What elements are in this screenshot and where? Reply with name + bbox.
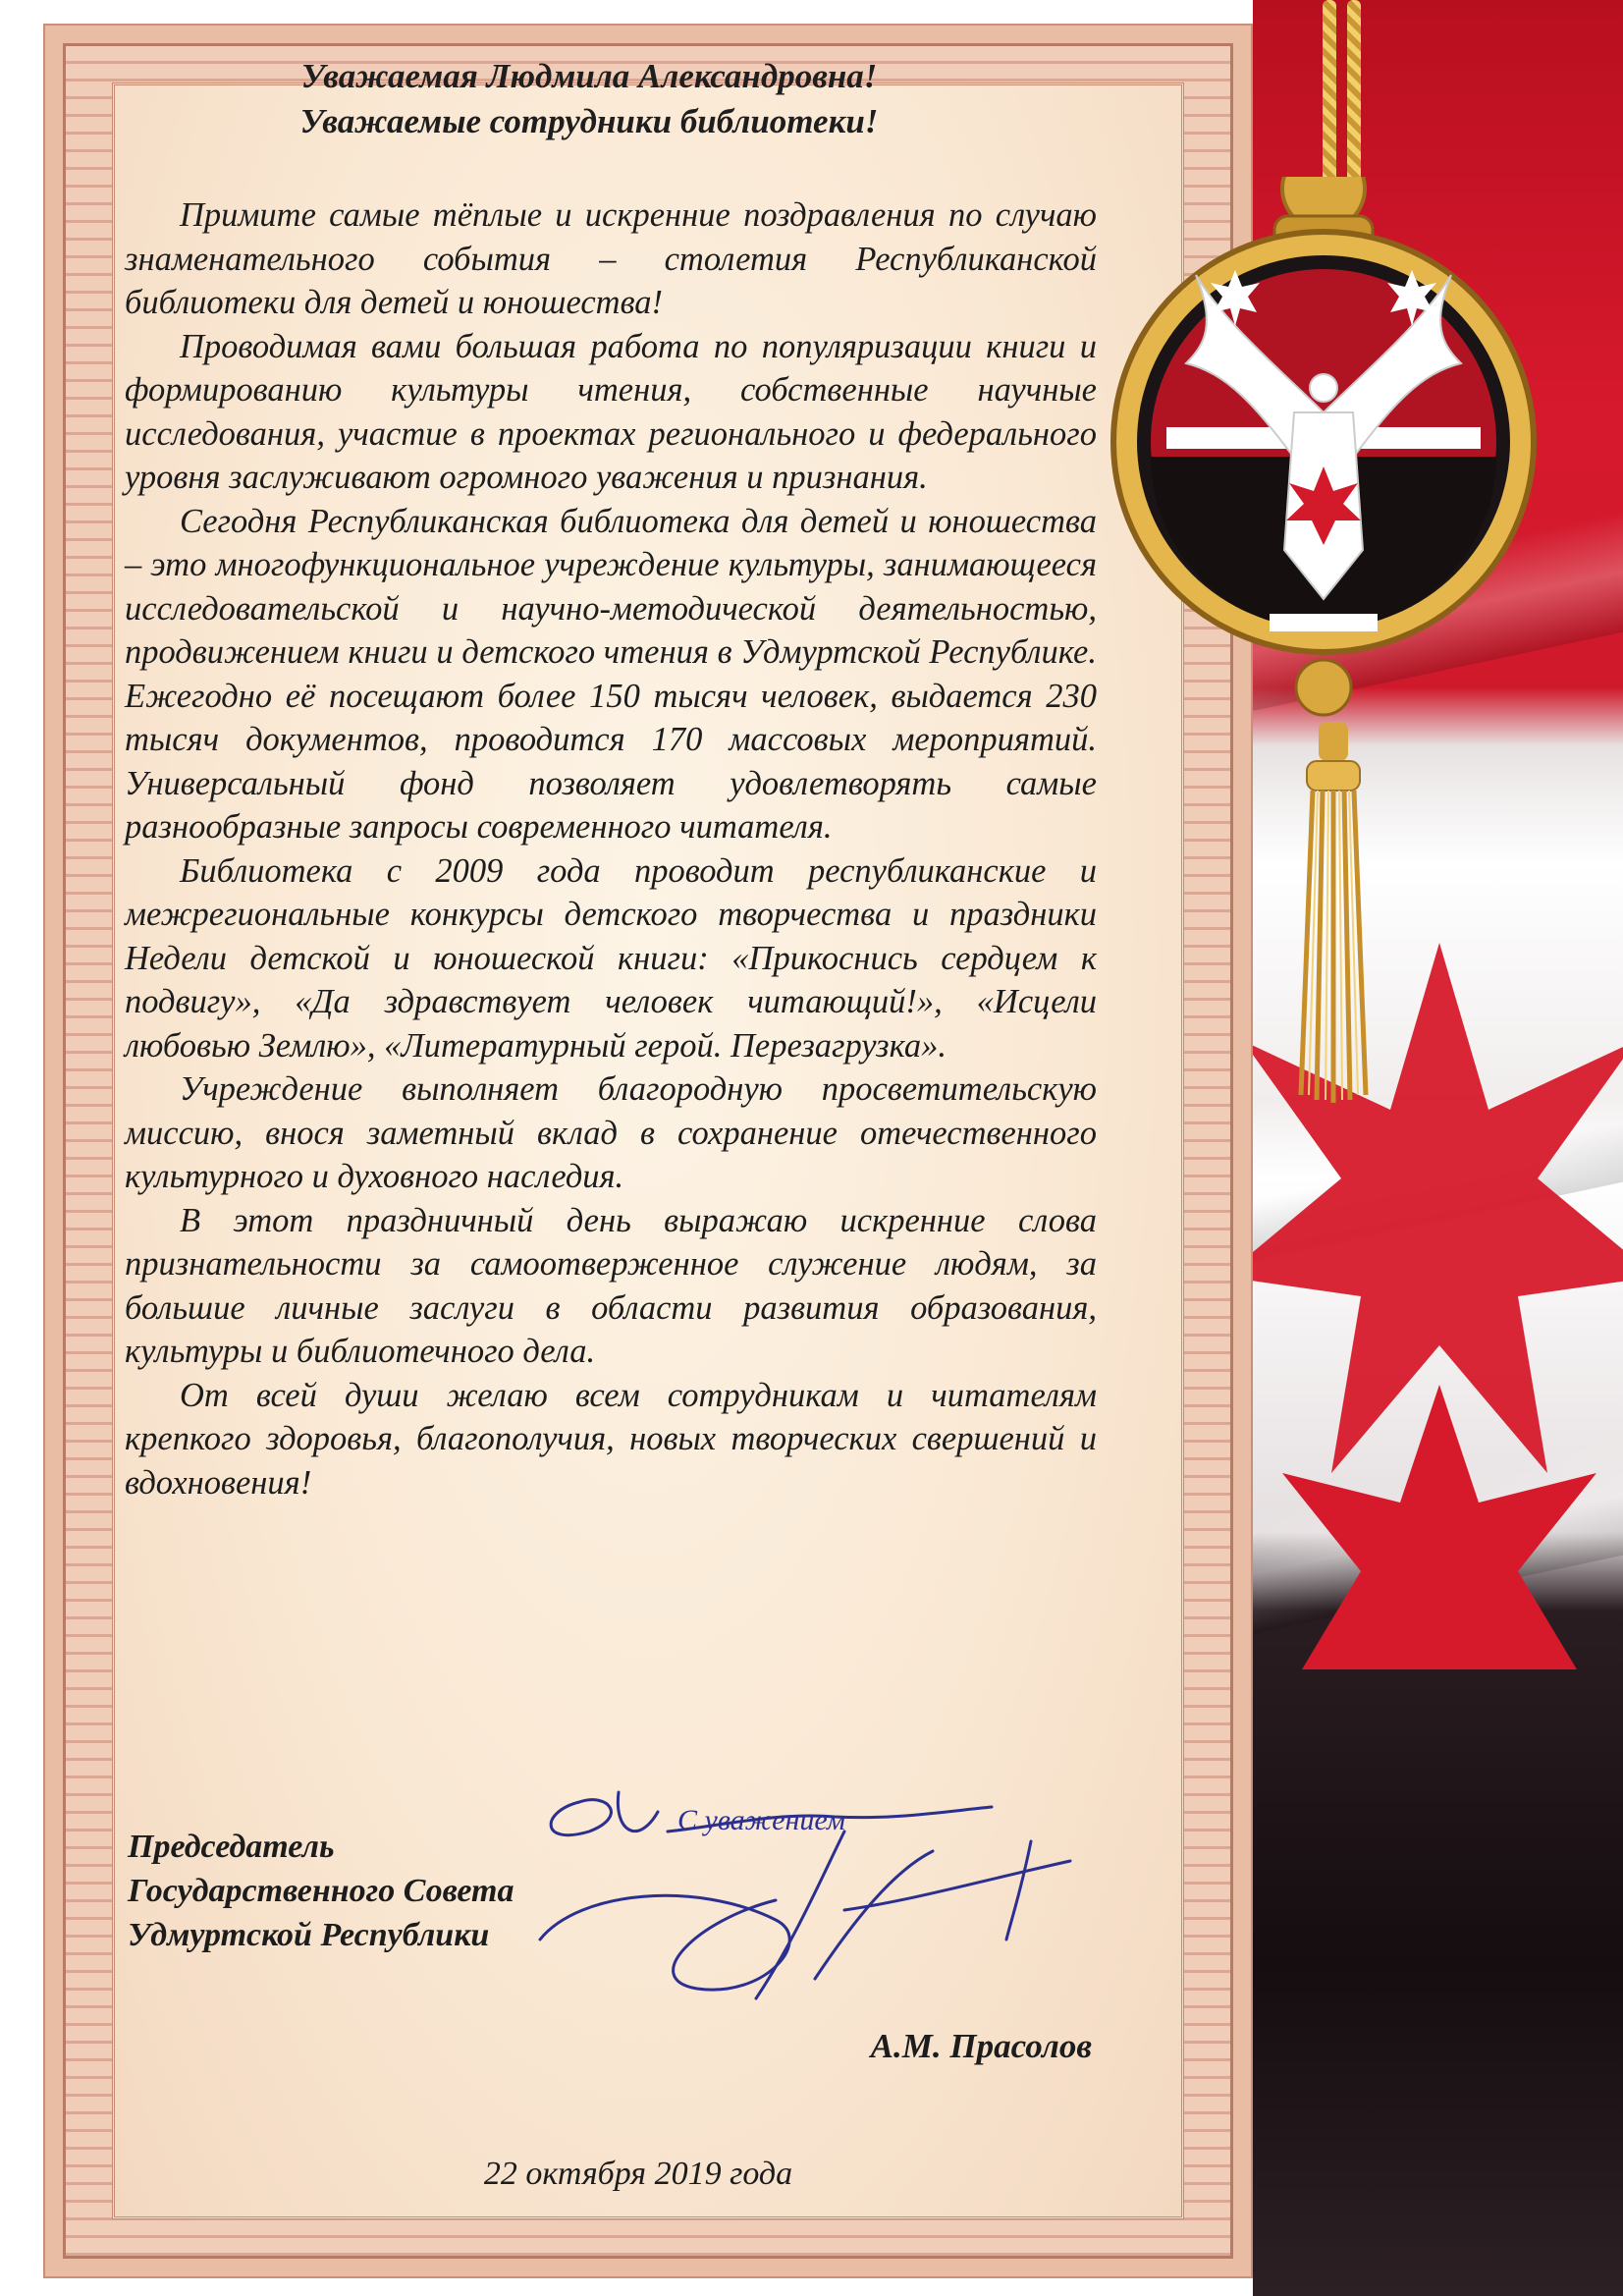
gold-tassel [1289, 722, 1378, 1105]
signer-title-line: Председатель [128, 1829, 335, 1865]
signer-title [128, 1825, 514, 1957]
paragraph: Примите самые тёплые и искренние поздравления по случаю знаменательного события – столетия Республиканской библиотеки для детей и юношества! [125, 196, 1097, 321]
signer-name: А.М. Прасолов [870, 2027, 1092, 2065]
letter-body [125, 193, 1097, 1504]
gold-cord [1347, 0, 1361, 196]
paragraph: Учреждение выполняет благородную просветительскую миссию, внося заметный вклад в сохранение отечественного культурного и духовного наследия. [125, 1070, 1097, 1195]
letter-date: 22 октября 2019 года [483, 2156, 793, 2192]
signer-title-line: Государственного Совета [128, 1873, 514, 1909]
handwritten-signature [520, 1773, 1149, 2028]
paragraph: Сегодня Республиканская библиотека для детей и юношества – это многофункциональное учреждение культуры, занимающееся исследовательской и научно-методической деятельностью, продвижением книги и детского чтения в Удмуртской Республике. Ежегодно её посещают более 150 тысяч человек, выдается 230 тысяч документов, проводится 170 массовых мероприятий. Универсальный фонд позволяет удовлетворять самые разнообразные запросы современного читателя. [125, 502, 1097, 846]
gold-cord [1323, 0, 1336, 196]
greeting-line-1: Уважаемая Людмила Александровна! [300, 57, 878, 95]
paragraph: От всей души желаю всем сотрудникам и читателям крепкого здоровья, благополучия, новых творческих свершений и вдохновения! [125, 1376, 1097, 1502]
paragraph: Библиотека с 2009 года проводит республиканские и межрегиональные конкурсы детского творчества и праздники Недели детской и юношеской книги: «Прикоснись сердцем к подвигу», «Да здравствует человек читающий!», «Исцели любовью Землю», «Литературный герой. Перезагрузка». [125, 851, 1097, 1065]
paragraph: В этот праздничный день выражаю искренние слова признательности за самоотверженное служение людям, за большие личные заслуги в области развития образования, культуры и библиотечного дела. [125, 1201, 1097, 1370]
paragraph: Проводимая вами большая работа по популяризации книги и формированию культуры чтения, собственные научные исследования, участие в проектах регионального и федерального уровня заслуживают огромного уважения и признания. [125, 327, 1097, 496]
signer-title-line: Удмуртской Республики [128, 1917, 490, 1953]
greeting-line-2: Уважаемые сотрудники библиотеки! [299, 102, 879, 140]
handwritten-note: С уважением [677, 1804, 846, 1836]
